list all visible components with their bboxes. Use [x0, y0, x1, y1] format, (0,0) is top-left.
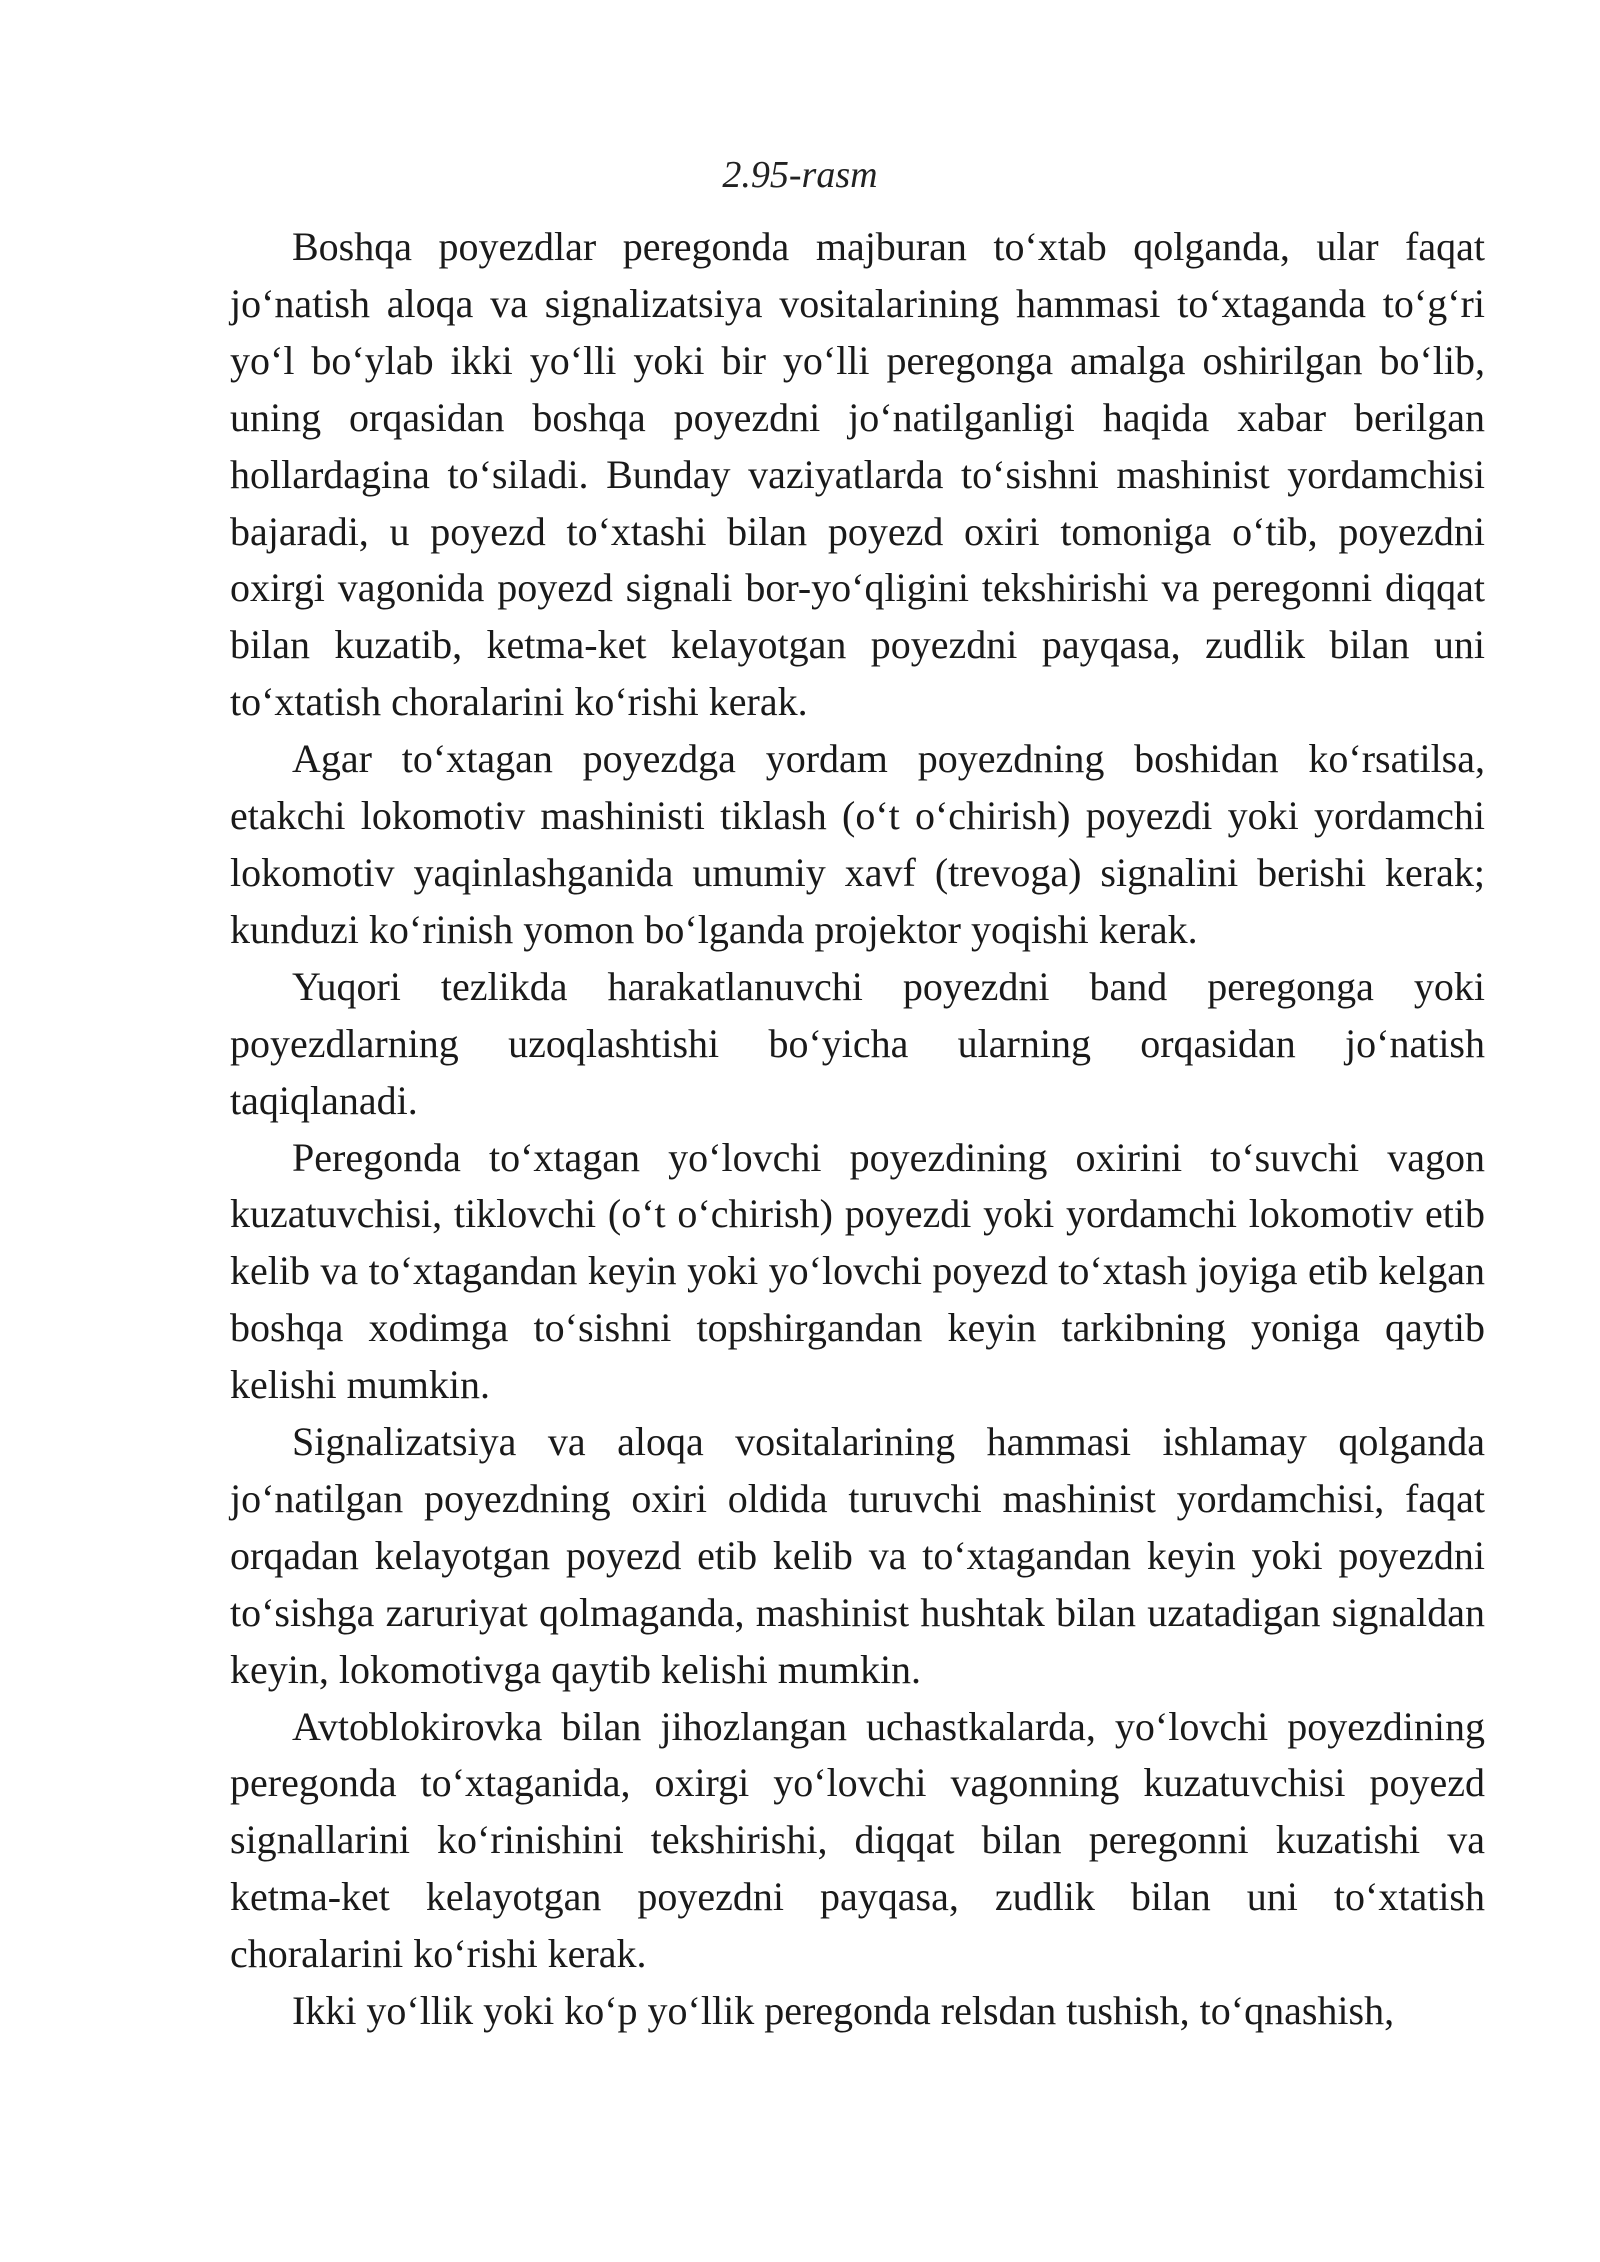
- paragraph-3: Yuqori tezlikda harakatlanuvchi poyezdni band peregonga yoki poyezdlarning uzoqlashtishi bo‘yicha ularning orqasidan jo‘natish taqiqlanadi.: [230, 963, 1485, 1123]
- paragraph-4: Peregonda to‘xtagan yo‘lovchi poyezdining oxirini to‘suvchi vagon kuzatuvchisi, tiklovchi (o‘t o‘chirish) poyezdi yoki yordamchi lokomotiv etib kelib va to‘xtagandan keyin yoki yo‘lovchi poyezd to‘xtash joyiga etib kelgan boshqa xodimga to‘sishni topshirgandan keyin tarkibning yoniga qaytib kelishi mumkin.: [230, 1134, 1485, 1408]
- body-text: [230, 219, 1485, 2040]
- paragraph-7: Ikki yo‘llik yoki ko‘p yo‘llik peregonda relsdan tushish, to‘qnashish,: [292, 1988, 1395, 2034]
- paragraph-5: Signalizatsiya va aloqa vositalarining hammasi ishlamay qolganda jo‘natilgan poyezdning oxiri oldida turuvchi mashinist yordamchisi, faqat orqadan kelayotgan poyezd etib kelib va to‘xtagandan keyin yoki poyezdni to‘sishga zaruriyat qolmaganda, mashinist hushtak bilan uzatadigan signaldan keyin, lokomotivga qaytib kelishi mumkin.: [230, 1419, 1485, 1692]
- paragraph-6: Avtoblokirovka bilan jihozlangan uchastkalarda, yo‘lovchi poyezdining peregonda to‘xtaganida, oxirgi yo‘lovchi vagonning kuzatuvchisi poyezd signallarini ko‘rinishini tekshirishi, diqqat bilan peregonni kuzatishi va ketma-ket kelayotgan poyezdni payqasa, zudlik bilan uni to‘xtatish choralarini ko‘rishi kerak.: [230, 1703, 1485, 1977]
- figure-caption: 2.95-rasm: [722, 154, 878, 196]
- paragraph-1: Boshqa poyezdlar peregonda majburan to‘xtab qolganda, ular faqat jo‘natish aloqa va signalizatsiya vositalarining hammasi to‘xtaganda to‘g‘ri yo‘l bo‘ylab ikki yo‘lli yoki bir yo‘lli peregonga amalga oshirilgan bo‘lib, uning orqasidan boshqa poyezdni jo‘natilganligi haqida xabar berilgan hollardagina to‘siladi. Bunday vaziyatlarda to‘sishni mashinist yordamchisi bajaradi, u poyezd to‘xtashi bilan poyezd oxiri tomoniga o‘tib, poyezdni oxirgi vagonida poyezd signali bor-yo‘qligini tekshirishi va peregonni diqqat bilan kuzatib, ketma-ket kelayotgan poyezdni payqasa, zudlik bilan uni to‘xtatish choralarini ko‘rishi kerak.: [230, 224, 1485, 725]
- paragraph-2: Agar to‘xtagan poyezdga yordam poyezdning boshidan ko‘rsatilsa, etakchi lokomotiv mashinisti tiklash (o‘t o‘chirish) poyezdi yoki yordamchi lokomotiv yaqinlashganida umumiy xavf (trevoga) signalini berishi kerak; kunduzi ko‘rinish yomon bo‘lganda projektor yoqishi kerak.: [230, 736, 1485, 952]
